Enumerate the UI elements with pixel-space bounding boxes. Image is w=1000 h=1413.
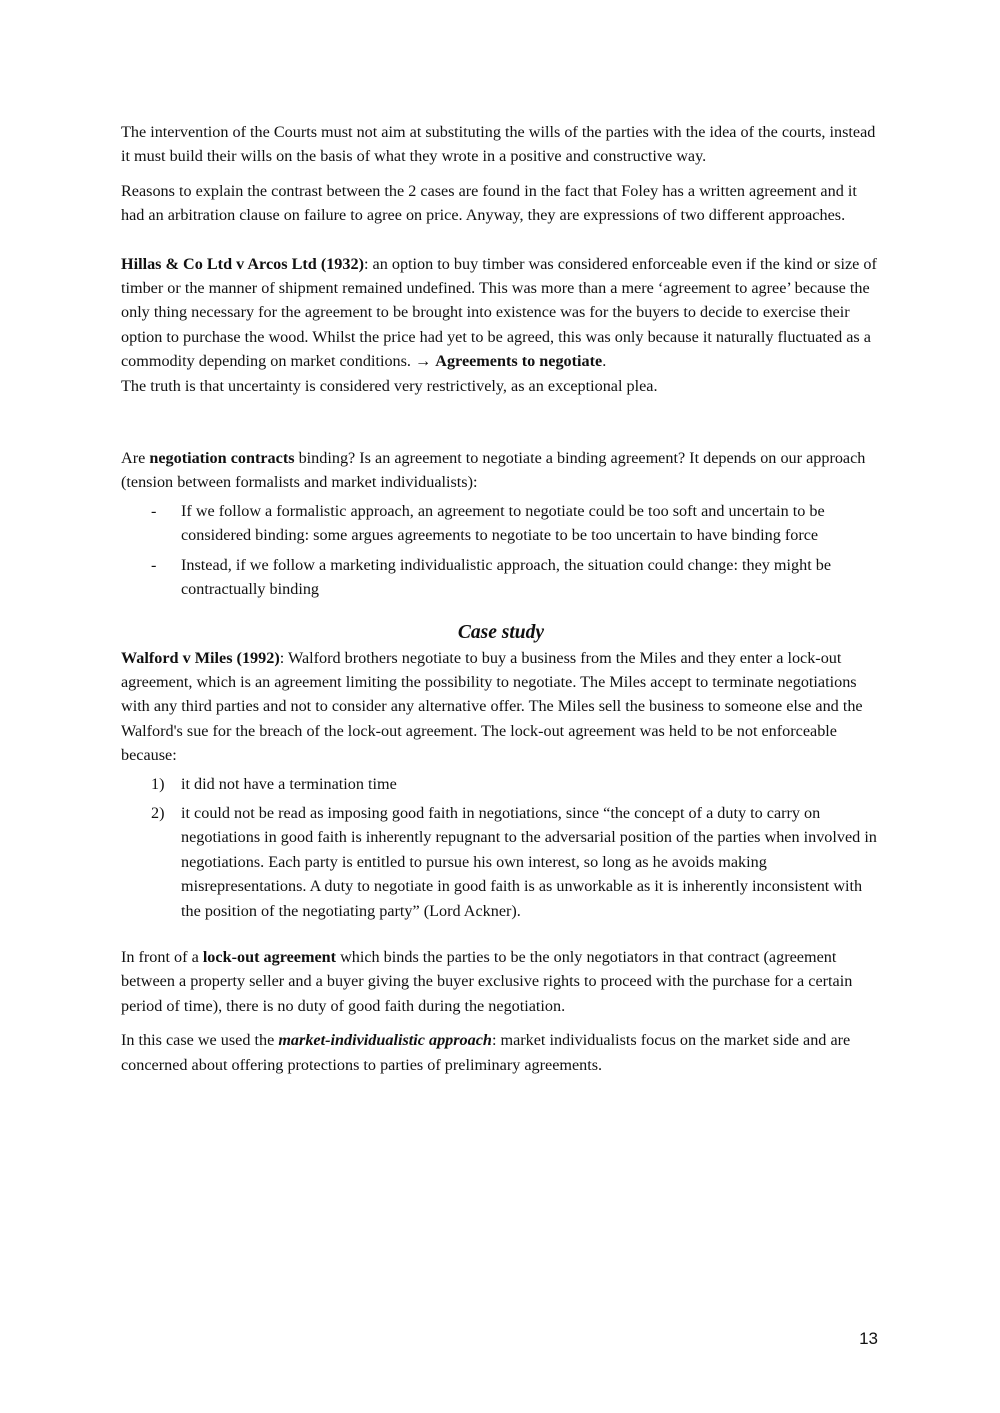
market-individualistic-term: market-individualistic approach bbox=[278, 1031, 492, 1050]
paragraph-courts-intervention: The intervention of the Courts must not aim at substituting the wills of the parties with the idea of the courts, instead it must build their wills on the basis of what they wrote in a positive and constructive way. bbox=[121, 123, 876, 166]
document-page bbox=[121, 120, 881, 1077]
bullet-marker: - bbox=[151, 555, 157, 574]
list-item-text: If we follow a formalistic approach, an agreement to negotiate could be too soft and uncertain to be considered binding: some argues agreements to negotiate to be too uncertain to have binding force bbox=[181, 501, 825, 545]
page-number: 13 bbox=[859, 1329, 878, 1348]
arrow-symbol: → bbox=[415, 352, 436, 371]
list-number: 1) bbox=[151, 774, 165, 793]
negotiation-contracts-term: negotiation contracts bbox=[149, 449, 295, 468]
case-name-walford: Walford v Miles (1992) bbox=[121, 648, 280, 667]
hillas-text: : an option to buy timber was considered enforceable even if the kind or size of timber or the manner of shipment remained undefined. This was more than a mere ‘agreement to agree’ because the only thing necessary for the agreement to be brought into existence was for the buyers to decide to exercise their option to purchase the wood. Whilst the price had yet to be agreed, this was only because it naturally fluctuated as a commodity depending on market conditions. bbox=[121, 254, 877, 371]
paragraph-negotiation-contracts bbox=[121, 446, 881, 495]
approach-bullet-list bbox=[121, 499, 881, 602]
list-item-text: it did not have a termination time bbox=[181, 774, 397, 793]
negotiation-pre: Are bbox=[121, 449, 150, 468]
market-pre: In this case we used the bbox=[121, 1031, 279, 1050]
walford-text: : Walford brothers negotiate to buy a business from the Miles and they enter a lock-out agreement, which is an agreement limiting the possibility to negotiate. The Miles accept to terminate negotiations with any third parties and not to consider any alternative offer. The Miles sell the business to someone else and the Walford's sue for the breach of the lock-out agreement. The lock-out agreement was held to be not enforceable because: bbox=[121, 648, 863, 765]
list-item-text: Instead, if we follow a marketing individualistic approach, the situation could change: they might be contractually binding bbox=[181, 555, 832, 599]
case-study-heading: Case study bbox=[457, 621, 545, 643]
lockout-agreement-term: lock-out agreement bbox=[202, 947, 337, 966]
paragraph-contrast-reasons: Reasons to explain the contrast between the 2 cases are found in the fact that Foley has a written agreement and it had an arbitration clause on failure to agree on price. Anyway, they are expressions of two different approaches. bbox=[121, 181, 857, 225]
paragraph-walford-case bbox=[121, 646, 881, 768]
hillas-period: . bbox=[602, 352, 607, 371]
case-name-hillas: Hillas & Co Ltd v Arcos Ltd (1932) bbox=[121, 254, 364, 273]
agreements-to-negotiate-term: Agreements to negotiate bbox=[435, 352, 603, 371]
market-post: : market individualists focus on the market side and are concerned about offering protections to parties of preliminary agreements. bbox=[121, 1031, 851, 1074]
lockout-post: which binds the parties to be the only negotiators in that contract (agreement between a property seller and a buyer giving the buyer exclusive rights to proceed with the purchase for a certain period of time), there is no duty of good faith during the negotiation. bbox=[121, 947, 853, 1015]
list-item bbox=[121, 772, 881, 796]
list-item-text: it could not be read as imposing good faith in negotiations, since “the concept of a duty to carry on negotiations in good faith is inherently repugnant to the adversarial position of the parties when involved in negotiations. Each party is entitled to pursue his own interest, so long as he avoids making misrepresentations. A duty to negotiate in good faith is as unworkable as it is inherently inconsistent with the position of the negotiating party” (Lord Ackner). bbox=[181, 803, 877, 920]
reasons-numbered-list bbox=[121, 772, 881, 923]
paragraph-uncertainty-truth: The truth is that uncertainty is considered very restrictively, as an exceptional plea. bbox=[121, 376, 658, 395]
lockout-pre: In front of a bbox=[121, 947, 203, 966]
list-number: 2) bbox=[151, 803, 165, 822]
negotiation-post: binding? Is an agreement to negotiate a binding agreement? It depends on our approach (tension between formalists and market individualists): bbox=[121, 449, 866, 492]
bullet-marker: - bbox=[151, 501, 157, 520]
list-item bbox=[121, 499, 881, 548]
paragraph-market-approach bbox=[121, 1028, 881, 1077]
paragraph-hillas-case bbox=[121, 252, 881, 374]
list-item bbox=[121, 801, 881, 923]
paragraph-lockout-agreement bbox=[121, 945, 881, 1018]
list-item bbox=[121, 553, 881, 602]
